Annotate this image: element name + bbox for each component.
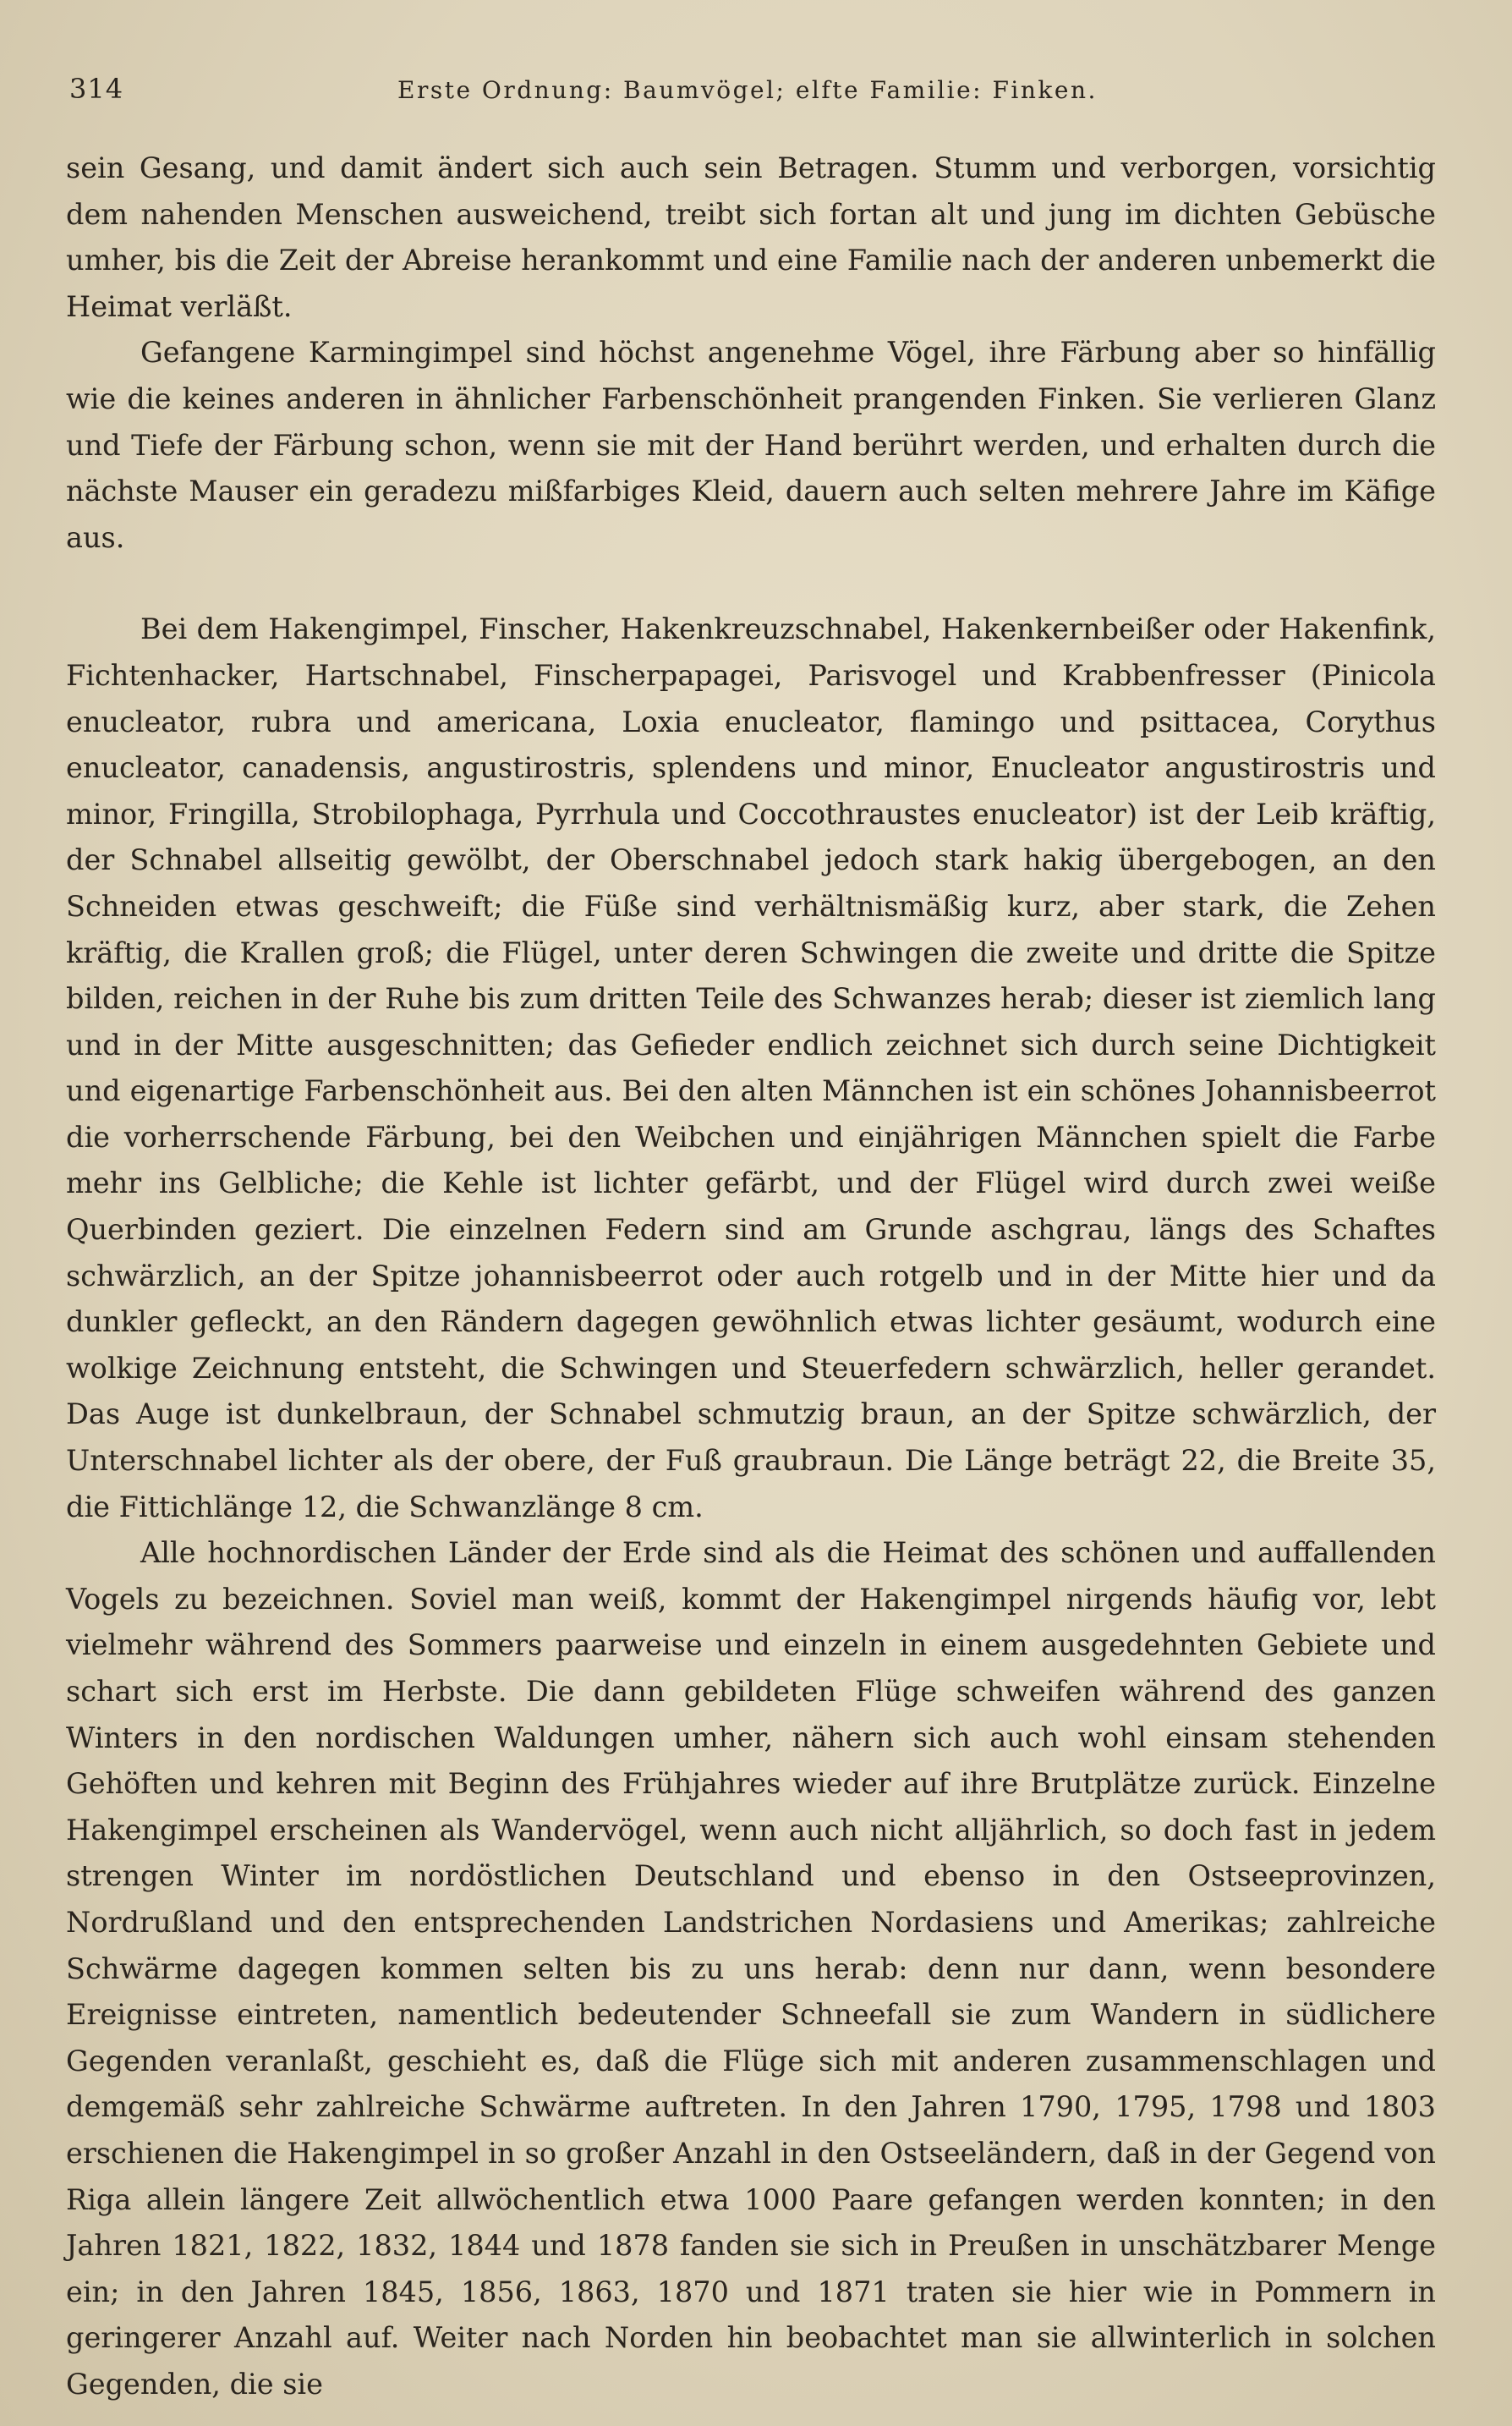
page-header <box>68 73 1438 123</box>
paragraph-continued: sein Gesang, und damit ändert sich auch sein Betragen. Stumm und verborgen, vorsichtig dem nahenden Menschen ausweichend, treibt sich fortan alt und jung im dichten Gebüsche umher, bis die Zeit der Abreise herankommt und eine Familie nach der anderen unbemerkt die Heimat verläßt. <box>66 151 1436 323</box>
page-number: 314 <box>69 73 124 105</box>
paragraph-distribution: Alle hochnordischen Länder der Erde sind als die Heimat des schönen und auffallenden Vogels zu bezeichnen. Soviel man weiß, kommt der Hakengimpel nirgends häufig vor, lebt vielmehr während des Sommers paarweise und einzeln in einem ausgedehnten Gebiete und schart sich erst im Herbste. Die dann gebildeten Flüge schweifen während des ganzen Winters in den nordischen Waldungen umher, nähern sich auch wohl einsam stehenden Gehöften und kehren mit Beginn des Frühjahres wieder auf ihre Brutplätze zurück. Einzelne Hakengimpel erscheinen als Wandervögel, wenn auch nicht alljährlich, so doch fast in jedem strengen Winter im nordöstlichen Deutschland und ebenso in den Ostseeprovinzen, Nordrußland und den entsprechenden Landstrichen Nordasiens und Amerikas; zahlreiche Schwärme dagegen kommen selten bis zu uns herab: denn nur dann, wenn besondere Ereignisse eintreten, namentlich bedeutender Schneefall sie zum Wandern in südlichere Gegenden veranlaßt, geschieht es, daß die Flüge sich mit anderen zusammenschlagen und demgemäß sehr zahlreiche Schwärme auftreten. In den Jahren 1790, 1795, 1798 und 1803 erschienen die Hakengimpel in so großer Anzahl in den Ostseeländern, daß in der Gegend von Riga allein längere Zeit allwöchentlich etwa 1000 Paare gefangen werden konnten; in den Jahren 1821, 1822, 1832, 1844 und 1878 fanden sie sich in Preußen in unschätzbarer Menge ein; in den Jahren 1845, 1856, 1863, 1870 und 1871 traten sie hier wie in Pommern in geringerer Anzahl auf. Weiter nach Norden hin beobachtet man sie allwinterlich in solchen Gegenden, die sie <box>66 1536 1436 2401</box>
body-text <box>66 145 1436 2408</box>
section-gap <box>66 561 1436 606</box>
paragraph-description: Bei dem Hakengimpel, Finscher, Hakenkreuzschnabel, Hakenkernbeißer oder Hakenfink, Fichtenhacker, Hartschnabel, Finscherpapagei, Parisvogel und Krabbenfresser (Pinicola enucleator, rubra und americana, Loxia enucleator, flamingo und psittacea, Corythus enucleator, canadensis, angustirostris, splendens und minor, Enucleator angustirostris und minor, Fringilla, Strobilophaga, Pyrrhula und Coccothraustes enucleator) ist der Leib kräftig, der Schnabel allseitig gewölbt, der Oberschnabel jedoch stark hakig übergebogen, an den Schneiden etwas geschweift; die Füße sind verhältnismäßig kurz, aber stark, die Zehen kräftig, die Krallen groß; die Flügel, unter deren Schwingen die zweite und dritte die Spitze bilden, reichen in der Ruhe bis zum dritten Teile des Schwanzes herab; dieser ist ziemlich lang und in der Mitte ausgeschnitten; das Gefieder endlich zeichnet sich durch seine Dichtigkeit und eigenartige Farbenschönheit aus. Bei den alten Männchen ist ein schönes Johannisbeerrot die vorherrschende Färbung, bei den Weibchen und einjährigen Männchen spielt die Farbe mehr ins Gelbliche; die Kehle ist lichter gefärbt, und der Flügel wird durch zwei weiße Querbinden geziert. Die einzelnen Federn sind am Grunde aschgrau, längs des Schaftes schwärzlich, an der Spitze johannisbeerrot oder auch rotgelb und in der Mitte hier und da dunkler gefleckt, an den Rändern dagegen gewöhnlich etwas lichter gesäumt, wodurch eine wolkige Zeichnung entsteht, die Schwingen und Steuerfedern schwärzlich, heller gerandet. Das Auge ist dunkelbraun, der Schnabel schmutzig braun, an der Spitze schwärzlich, der Unterschnabel lichter als der obere, der Fuß graubraun. Die Länge beträgt 22, die Breite 35, die Fittichlänge 12, die Schwanzlänge 8 cm. <box>66 612 1436 1523</box>
running-head: Erste Ordnung: Baumvögel; elfte Familie: Finken. <box>397 76 1098 104</box>
paragraph-captivity: Gefangene Karmingimpel sind höchst angenehme Vögel, ihre Färbung aber so hinfällig wie die keines anderen in ähnlicher Farbenschönheit prangenden Finken. Sie verlieren Glanz und Tiefe der Färbung schon, wenn sie mit der Hand berührt werden, und erhalten durch die nächste Mauser ein geradezu mißfarbiges Kleid, dauern auch selten mehrere Jahre im Käfige aus. <box>66 336 1436 554</box>
